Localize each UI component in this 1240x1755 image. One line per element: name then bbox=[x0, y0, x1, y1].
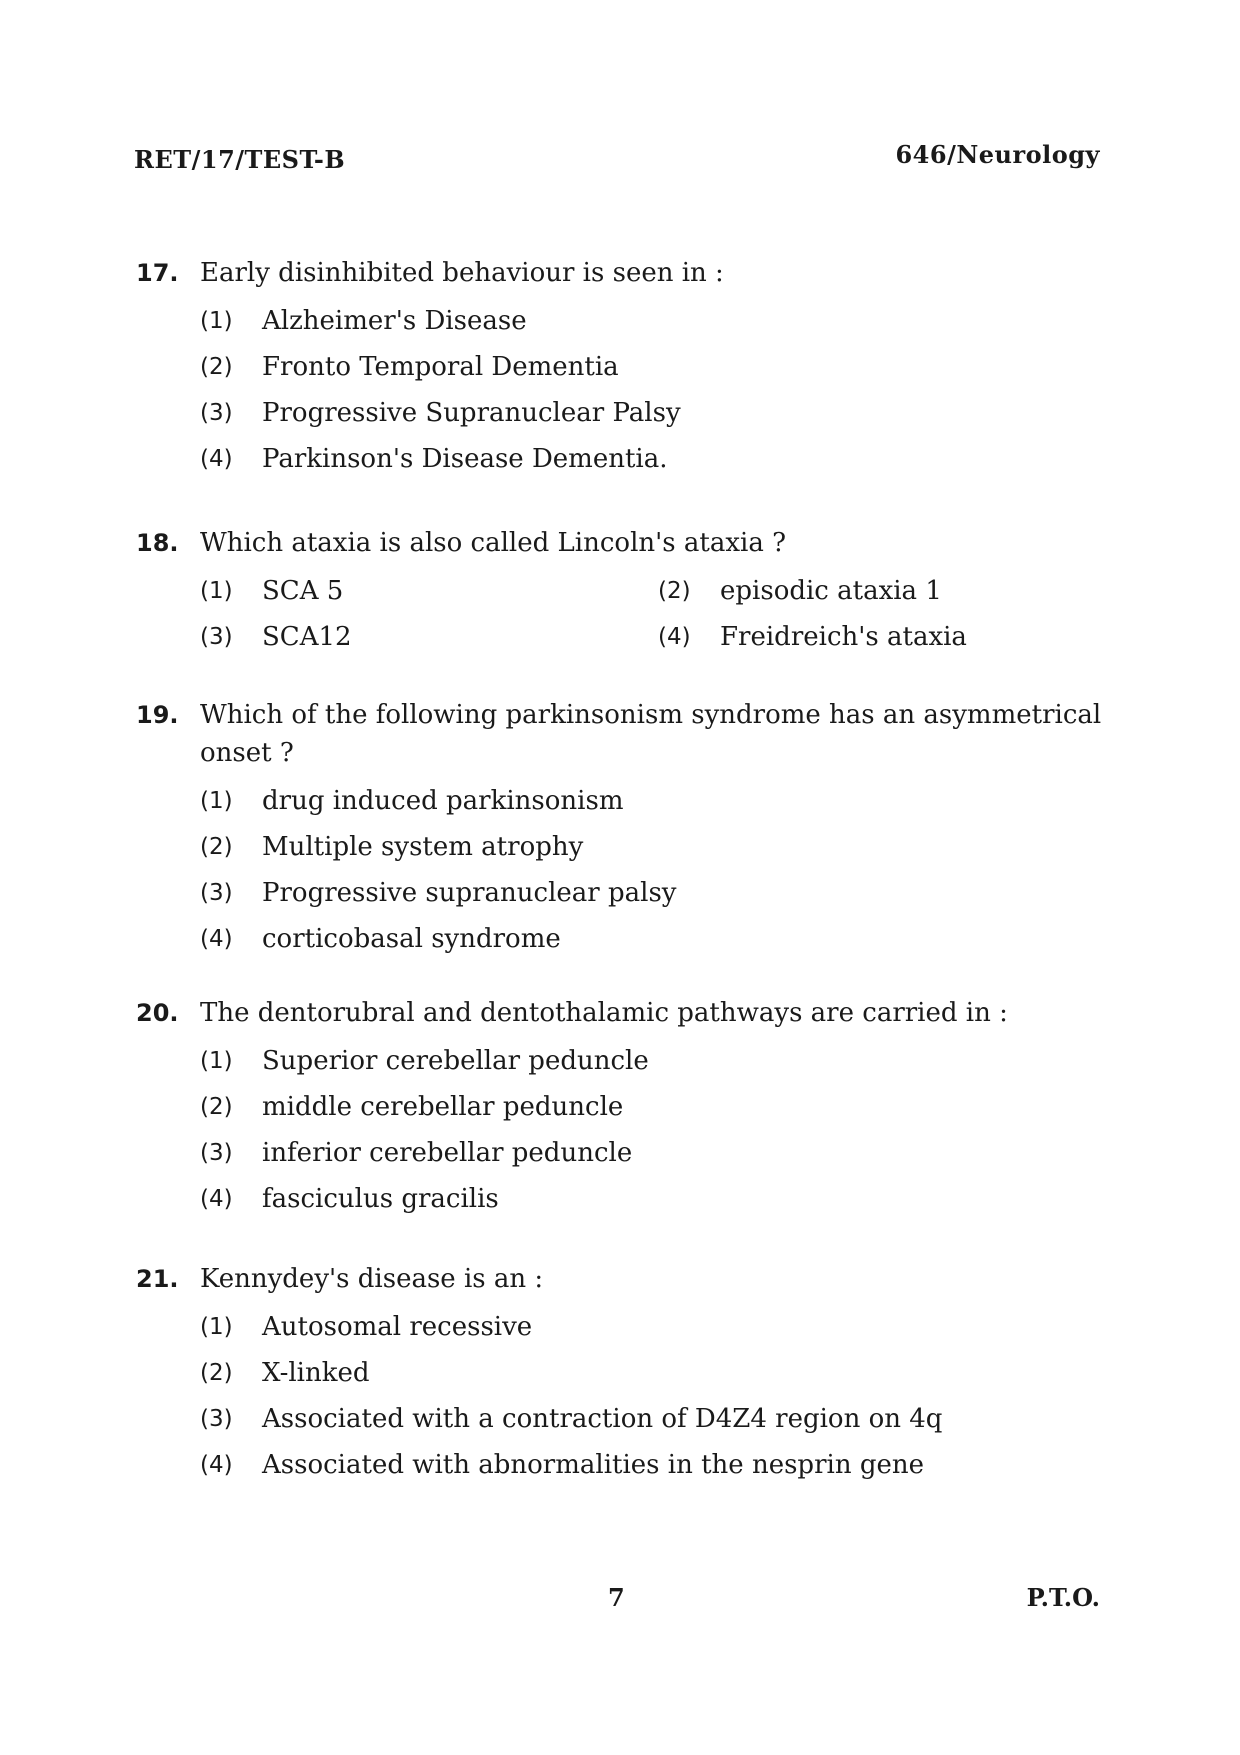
option-text: Associated with a contraction of D4Z4 region on 4q bbox=[262, 1404, 943, 1434]
pto-label: P.T.O. bbox=[1026, 1583, 1100, 1612]
option-number: (2) bbox=[200, 834, 233, 860]
option-text: Progressive Supranuclear Palsy bbox=[262, 398, 681, 428]
question-18 bbox=[136, 524, 1116, 660]
option-text: drug induced parkinsonism bbox=[262, 786, 624, 816]
option-number: (1) bbox=[200, 308, 233, 334]
option-text: Progressive supranuclear palsy bbox=[262, 878, 677, 908]
question-number: 17. bbox=[136, 259, 179, 287]
option-number: (4) bbox=[200, 1186, 233, 1212]
option-list bbox=[200, 778, 1116, 962]
option-text: inferior cerebellar peduncle bbox=[262, 1138, 633, 1168]
option-number: (2) bbox=[658, 578, 691, 604]
option bbox=[200, 1084, 1116, 1130]
question-text: The dentorubral and dentothalamic pathways are carried in : bbox=[200, 998, 1008, 1028]
page-number: 7 bbox=[608, 1583, 625, 1612]
question-number: 20. bbox=[136, 999, 179, 1027]
question-text: Kennydey's disease is an : bbox=[200, 1264, 544, 1294]
option-number: (2) bbox=[200, 354, 233, 380]
option-number: (2) bbox=[200, 1360, 233, 1386]
option bbox=[200, 436, 1116, 482]
option-number: (1) bbox=[200, 788, 233, 814]
option bbox=[200, 870, 1116, 916]
option-number: (1) bbox=[200, 1048, 233, 1074]
option-text: Superior cerebellar peduncle bbox=[262, 1046, 649, 1076]
option-text: SCA12 bbox=[262, 622, 352, 652]
option-text: episodic ataxia 1 bbox=[720, 576, 942, 606]
question-number: 19. bbox=[136, 701, 179, 729]
option-number: (3) bbox=[200, 1140, 233, 1166]
header-subject: 646/Neurology bbox=[895, 140, 1100, 169]
question-17 bbox=[136, 254, 1116, 482]
question-20 bbox=[136, 994, 1116, 1222]
option bbox=[200, 916, 1116, 962]
option-number: (3) bbox=[200, 400, 233, 426]
option-list bbox=[200, 568, 1116, 660]
option-text: Alzheimer's Disease bbox=[262, 306, 527, 336]
option-number: (3) bbox=[200, 880, 233, 906]
option bbox=[200, 1396, 1116, 1442]
option-text: corticobasal syndrome bbox=[262, 924, 561, 954]
question-text: Which ataxia is also called Lincoln's ataxia ? bbox=[200, 528, 787, 558]
option bbox=[200, 1038, 1116, 1084]
option-list bbox=[200, 1304, 1116, 1488]
question-number: 18. bbox=[136, 529, 179, 557]
option-text: fasciculus gracilis bbox=[262, 1184, 499, 1214]
option bbox=[200, 1350, 1116, 1396]
option bbox=[200, 1130, 1116, 1176]
option-text: Fronto Temporal Dementia bbox=[262, 352, 619, 382]
option-text: Multiple system atrophy bbox=[262, 832, 584, 862]
option-text: Autosomal recessive bbox=[262, 1312, 533, 1342]
option-text: SCA 5 bbox=[262, 576, 344, 606]
option-number: (3) bbox=[200, 624, 233, 650]
option-number: (3) bbox=[200, 1406, 233, 1432]
option bbox=[658, 568, 1118, 614]
option-number: (4) bbox=[200, 446, 233, 472]
option-list bbox=[200, 1038, 1116, 1222]
option bbox=[200, 344, 1116, 390]
option bbox=[200, 778, 1116, 824]
option bbox=[200, 390, 1116, 436]
option-text: Parkinson's Disease Dementia. bbox=[262, 444, 668, 474]
option-number: (4) bbox=[200, 926, 233, 952]
option-text: X-linked bbox=[262, 1358, 370, 1388]
option bbox=[658, 614, 1118, 660]
option bbox=[200, 1176, 1116, 1222]
question-21 bbox=[136, 1260, 1116, 1488]
question-text: Which of the following parkinsonism syndrome has an asymmetrical onset ? bbox=[200, 700, 1102, 768]
question-number: 21. bbox=[136, 1265, 179, 1293]
option bbox=[200, 824, 1116, 870]
option bbox=[200, 1304, 1116, 1350]
option-number: (1) bbox=[200, 578, 233, 604]
option-text: middle cerebellar peduncle bbox=[262, 1092, 624, 1122]
option bbox=[200, 1442, 1116, 1488]
header-code: RET/17/TEST-B bbox=[134, 145, 346, 174]
option-number: (2) bbox=[200, 1094, 233, 1120]
option-number: (1) bbox=[200, 1314, 233, 1340]
option bbox=[200, 614, 658, 660]
option-number: (4) bbox=[658, 624, 691, 650]
option bbox=[200, 298, 1116, 344]
option-text: Freidreich's ataxia bbox=[720, 622, 967, 652]
question-19 bbox=[136, 696, 1116, 962]
option-list bbox=[200, 298, 1116, 482]
option-text: Associated with abnormalities in the nesprin gene bbox=[262, 1450, 924, 1480]
option-number: (4) bbox=[200, 1452, 233, 1478]
option bbox=[200, 568, 658, 614]
question-text: Early disinhibited behaviour is seen in : bbox=[200, 258, 724, 288]
